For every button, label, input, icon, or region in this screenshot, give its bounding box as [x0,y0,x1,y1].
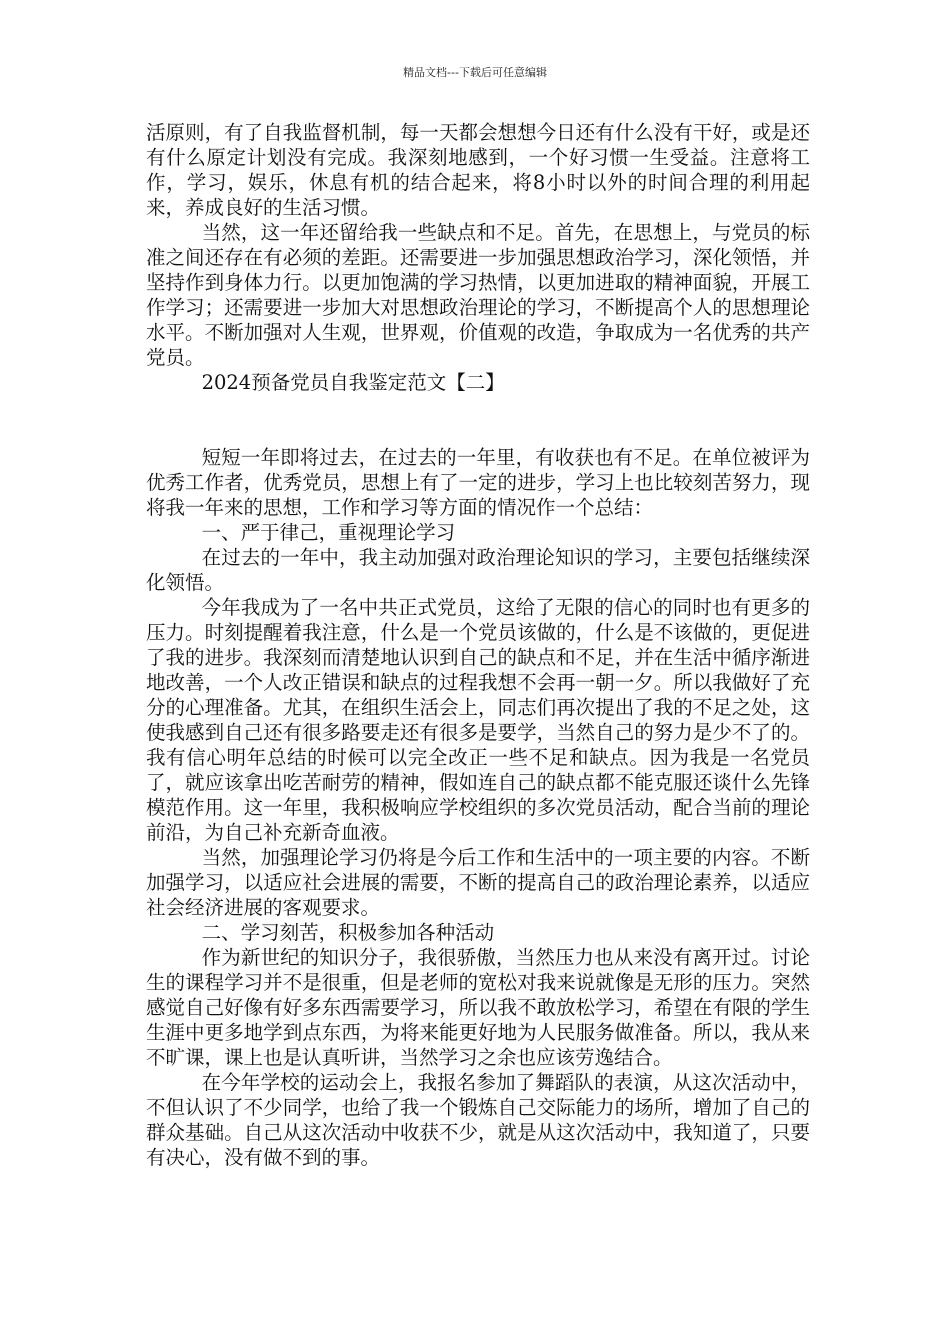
document-body [146,120,810,1170]
page-header-note: 精品文档---下载后可任意编辑 [403,66,547,79]
paragraph-theory-study: 在过去的一年中，我主动加强对政治理论知识的学习，主要包括继续深化领悟。 [146,546,810,594]
paragraph-continued-habits: 活原则，有了自我监督机制，每一天都会想想今日还有什么没有干好，或是还有什么原定计划没有完成。我深刻地感到，一个好习惯一生受益。注意将工作，学习，娱乐，休息有机的结合起来，将8小时以外的时间合理的利用起来，养成良好的生活习惯。 [146,121,810,219]
heading-activities: 二、学习刻苦，积极参加各种活动 [201,921,495,944]
paragraph-summary-intro: 短短一年即将过去，在过去的一年里，有收获也有不足。在单位被评为优秀工作者，优秀党员，思想上有了一定的进步，学习上也比较刻苦努力，现将我一年来的思想，工作和学习等方面的情况作一个总结： [146,446,810,519]
heading-theory-study: 一、严于律己，重视理论学习 [201,521,456,544]
paragraph-shortcomings: 当然，这一年还留给我一些缺点和不足。首先，在思想上，与党员的标准之间还存在有必须的差距。还需要进一步加强思想政治学习，深化领悟，并坚持作到身体力行。以更加饱满的学习热情，以更加进取的精神面貌，开展工作学习；还需要进一步加大对思想政治理论的学习，不断提高个人的思想理论水平。不断加强对人生观，世界观，价值观的改造，争取成为一名优秀的共产党员。 [146,221,810,369]
paragraph-continue-study: 当然，加强理论学习仍将是今后工作和生活中的一项主要的内容。不断加强学习，以适应社会进展的需要，不断的提高自己的政治理论素养，以适应社会经济进展的客观要求。 [146,846,810,919]
paragraph-study-pressure: 作为新世纪的知识分子，我很骄傲，当然压力也从来没有离开过。讨论生的课程学习并不是很重，但是老师的宽松对我来说就像是无形的压力。突然感觉自己好像有好多东西需要学习，所以我不敢放松学习，希望在有限的学生生涯中更多地学到点东西，为将来能更好地为人民服务做准备。所以，我从来不旷课，课上也是认真听讲，当然学习之余也应该劳逸结合。 [146,946,810,1069]
section-title-part-two: 2024预备党员自我鉴定范文【二】 [201,371,505,394]
paragraph-sports-meeting: 在今年学校的运动会上，我报名参加了舞蹈队的表演，从这次活动中，不但认识了不少同学，也给了我一个锻炼自己交际能力的场所，增加了自己的群众基础。自己从这次活动中收获不少，就是从这次活动中，我知道了，只要有决心，没有做不到的事。 [146,1071,810,1169]
blank-line [146,395,810,445]
paragraph-party-member: 今年我成为了一名中共正式党员，这给了无限的信心的同时也有更多的压力。时刻提醒着我注意，什么是一个党员该做的，什么是不该做的，更促进了我的进步。我深刻而清楚地认识到自己的缺点和不足，并在生活中循序渐进地改善，一个人改正错误和缺点的过程我想不会再一朝一夕。所以我做好了充分的心理准备。尤其，在组织生活会上，同志们再次提出了我的不足之处，这使我感到自己还有很多路要走还有很多是要学，当然自己的努力是少不了的。我有信心明年总结的时候可以完全改正一些不足和缺点。因为我是一名党员了，就应该拿出吃苦耐劳的精神，假如连自己的缺点都不能克服还谈什么先锋模范作用。这一年里，我积极响应学校组织的多次党员活动，配合当前的理论前沿，为自己补充新奇血液。 [146,596,810,844]
